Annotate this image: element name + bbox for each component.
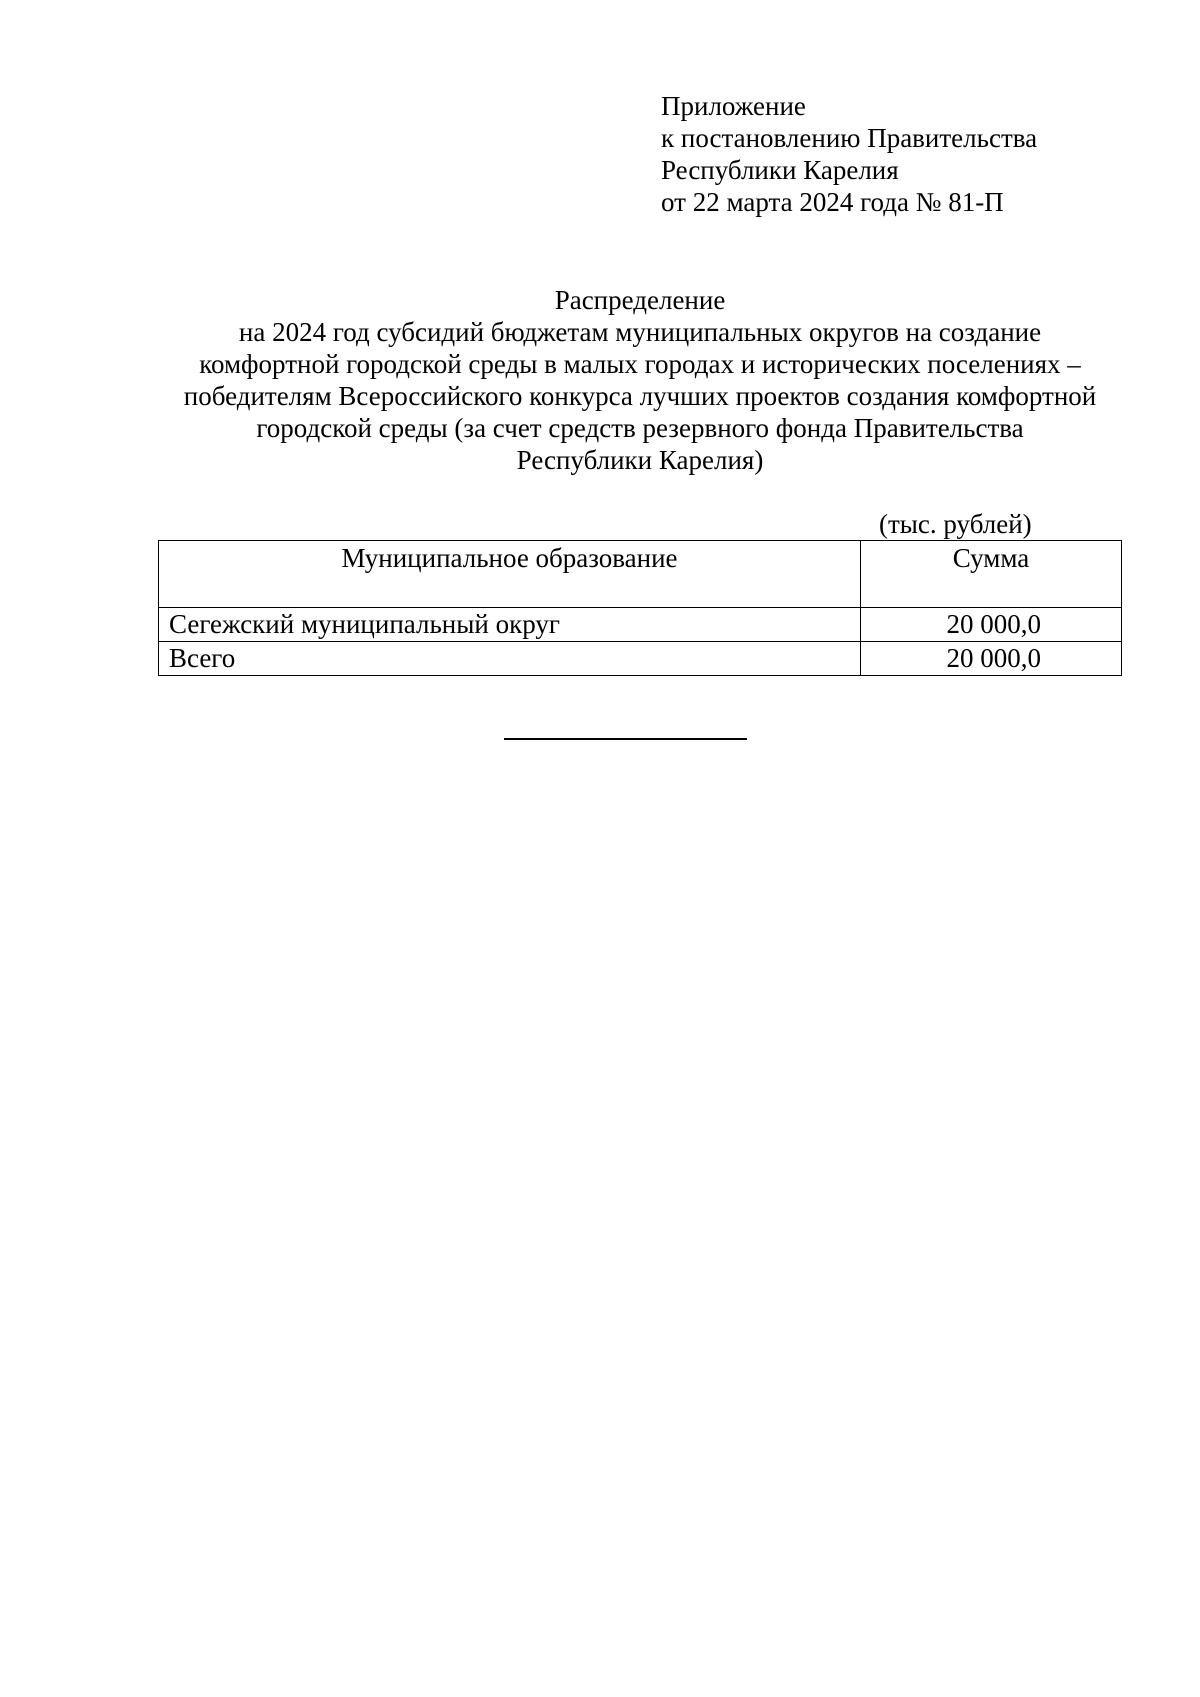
total-sum: 20 000,0 — [861, 642, 1122, 676]
appendix-line: к постановлению Правительства — [661, 123, 1038, 153]
title-line: Республики Карелия) — [516, 445, 764, 475]
title-heading: Распределение — [554, 285, 726, 315]
row-sum: 20 000,0 — [861, 608, 1122, 642]
document-title — [120, 284, 1160, 476]
title-line: городской среды (за счет средств резервного фонда Правительства — [256, 413, 1024, 443]
table-header-row — [159, 541, 1122, 608]
end-rule — [504, 738, 747, 740]
appendix-line: Приложение — [661, 91, 806, 121]
title-line: на 2024 год субсидий бюджетам муниципальных округов на создание — [238, 317, 1042, 347]
appendix-line: от 22 марта 2024 года № 81-П — [661, 187, 1004, 217]
header-municipality: Муниципальное образование — [159, 541, 861, 608]
title-line: комфортной городской среды в малых городах и исторических поселениях – — [199, 349, 1081, 379]
row-municipality: Сегежский муниципальный округ — [159, 608, 861, 642]
unit-note: (тыс. рублей) — [879, 509, 1032, 539]
distribution-table — [158, 540, 1122, 676]
table-row — [159, 608, 1122, 642]
appendix-note — [661, 90, 1037, 218]
total-label: Всего — [159, 642, 861, 676]
title-line: победителям Всероссийского конкурса лучших проектов создания комфортной — [183, 381, 1097, 411]
appendix-line: Республики Карелия — [661, 155, 899, 185]
header-sum: Сумма — [861, 541, 1122, 608]
table-row-total — [159, 642, 1122, 676]
